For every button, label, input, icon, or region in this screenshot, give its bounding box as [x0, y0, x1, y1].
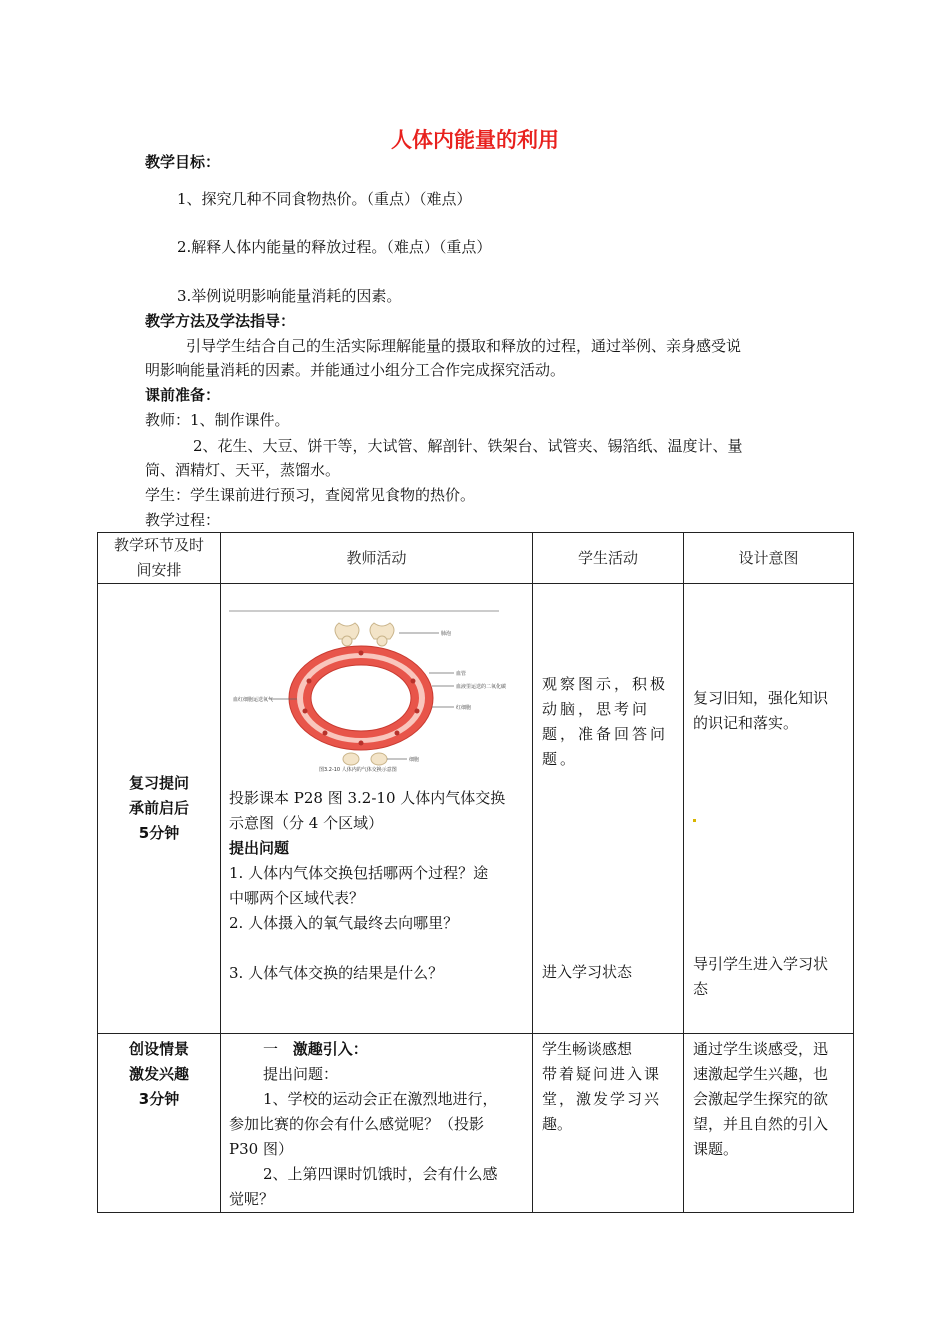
prep-student: 学生：学生课前进行预习，查阅常见食物的热价。 — [145, 486, 476, 504]
question-item: 中哪两个区域代表？ — [229, 889, 365, 907]
stage-cell: 创设情景 激发兴趣 3分钟 — [98, 1034, 221, 1213]
table-row — [98, 1034, 854, 1213]
design-intent-cell: 通过学生谈感受，迅 速激起学生兴趣，也 会激起学生探究的欲 望，并且自然的引入 课题。 — [684, 1034, 854, 1213]
objective-item: 3.举例说明影响能量消耗的因素。 — [177, 287, 402, 305]
student-activity-cell: 学生畅谈感想 带着疑问进入课 堂，激发学习兴 趣。 — [533, 1034, 684, 1213]
stage-cell: 复习提问 承前启后 5分钟 — [98, 584, 221, 1034]
gas-exchange-diagram — [229, 611, 507, 773]
student-activity-cell: 观察图示，积极 动脑，思考问 题，准备回答问 题。 进入学习状态 — [533, 584, 684, 1034]
teacher-text: 示意图（分 4 个区域） — [229, 814, 384, 832]
page-title: 人体内能量的利用 — [391, 128, 559, 152]
prep-teacher-materials: 筒、酒精灯、天平，蒸馏水。 — [145, 461, 341, 479]
prep-heading: 课前准备： — [145, 386, 221, 404]
table-row — [98, 584, 854, 1034]
lesson-table — [97, 532, 854, 1213]
table-header-row — [98, 533, 854, 584]
label-cell: 细胞 — [409, 757, 420, 763]
question-item: 3. 人体气体交换的结果是什么？ — [229, 964, 444, 982]
label-co2: 血液里运送的二氧化碳 — [456, 684, 507, 690]
figure-caption: 图3.2-10 人体内的气体交换示意图 — [319, 767, 397, 773]
methods-text: 引导学生结合自己的生活实际理解能量的摄取和释放的过程，通过举例、亲身感受说 — [186, 337, 742, 355]
marker-dot — [693, 819, 696, 822]
header-stage: 教学环节及时 间安排 — [98, 533, 221, 584]
teacher-activity-cell: 一 激趣引入： 提出问题： 1、学校的运动会正在激烈地进行， 参加比赛的你会有什么感觉呢？（投影 P30 图） 2、上第四课时饥饿时，会有什么感 觉呢？ — [221, 1034, 533, 1213]
question-heading: 提出问题 — [229, 839, 290, 857]
design-intent-cell: 复习旧知，强化知识 的识记和落实。 导引学生进入学习状 态 — [684, 584, 854, 1034]
prep-teacher: 教师：1、制作课件。 — [145, 411, 290, 429]
methods-text: 明影响能量消耗的因素。并能通过小组分工合作完成探究活动。 — [145, 361, 566, 379]
objective-item: 2.解释人体内能量的释放过程。（难点）（重点） — [177, 238, 492, 256]
header-student: 学生活动 — [533, 533, 684, 584]
teacher-text: 投影课本 P28 图 3.2-10 人体内气体交换 — [229, 789, 506, 807]
header-teacher: 教师活动 — [221, 533, 533, 584]
student-text: 进入学习状态 — [542, 963, 633, 981]
teacher-activity-cell — [221, 584, 533, 1034]
prep-teacher-materials: 2、花生、大豆、饼干等，大试管、解剖针、铁架台、试管夹、锡箔纸、温度计、量 — [193, 437, 743, 455]
question-item: 2. 人体摄入的氧气最终去向哪里？ — [229, 914, 459, 932]
objective-item: 1、探究几种不同食物热价。（重点）（难点） — [177, 190, 472, 208]
question-item: 1. 人体内气体交换包括哪两个过程？途 — [229, 864, 489, 882]
header-intent: 设计意图 — [684, 533, 854, 584]
label-vessel: 血管 — [456, 671, 467, 677]
label-alveolus: 肺泡 — [441, 631, 452, 637]
objectives-heading: 教学目标： — [145, 153, 221, 171]
process-label: 教学过程： — [145, 511, 221, 529]
methods-heading: 教学方法及学法指导： — [145, 312, 296, 330]
label-oxygen: 血红细胞运送氧气 — [233, 697, 274, 703]
label-rbc: 红细胞 — [456, 705, 472, 711]
